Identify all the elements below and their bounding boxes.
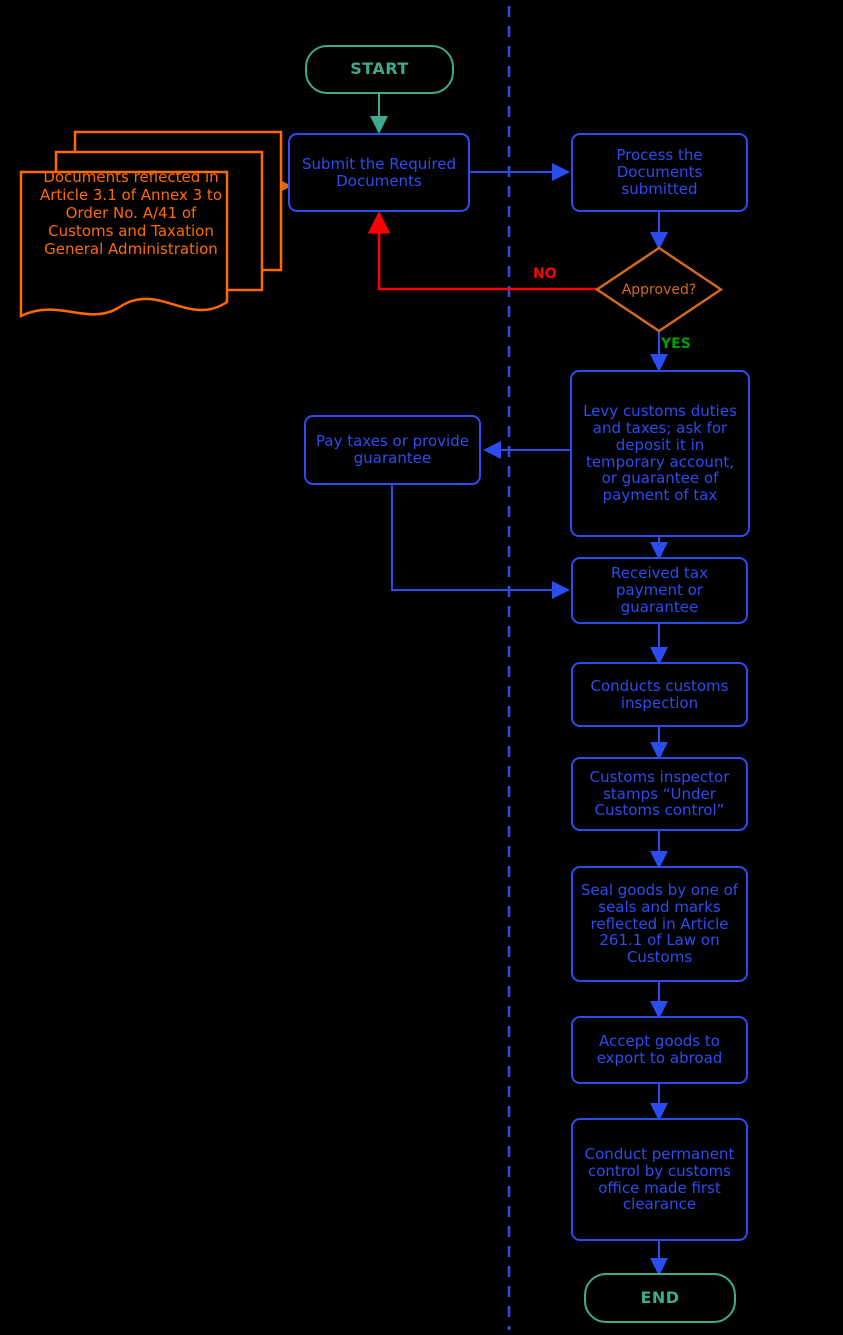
node-pay-taxes[interactable] xyxy=(304,415,481,485)
node-conduct-inspection-label: Conducts customs inspection xyxy=(590,676,729,712)
node-end[interactable] xyxy=(584,1273,736,1323)
node-process-documents[interactable] xyxy=(571,133,748,212)
node-process-documents-label: Process the Documents submitted xyxy=(616,146,703,198)
node-approved-label: Approved? xyxy=(621,281,697,298)
node-inspector-stamps[interactable] xyxy=(571,757,748,831)
node-seal-goods[interactable] xyxy=(571,866,748,982)
documents-note-shape xyxy=(18,130,283,330)
node-permanent-control[interactable] xyxy=(571,1118,748,1241)
node-start-label: START xyxy=(350,59,409,79)
node-pay-taxes-label: Pay taxes or provide guarantee xyxy=(316,432,469,467)
node-accept-goods[interactable] xyxy=(571,1016,748,1084)
node-submit-documents[interactable] xyxy=(288,133,470,212)
node-levy-duties-label: Levy customs duties and taxes; ask for deposit it in temporary account, or guarantee of payment of tax xyxy=(583,401,737,505)
node-end-label: END xyxy=(640,1287,680,1307)
edge-label-no: NO xyxy=(533,266,557,282)
node-submit-documents-label: Submit the Required Documents xyxy=(301,154,457,190)
node-conduct-inspection[interactable] xyxy=(571,662,748,727)
node-permanent-control-label: Conduct permanent control by customs office made first clearance xyxy=(584,1144,735,1214)
node-inspector-stamps-label: Customs inspector stamps “Under Customs control” xyxy=(589,767,730,820)
node-received-payment[interactable] xyxy=(571,557,748,624)
node-received-payment-label: Received tax payment or guarantee xyxy=(611,564,708,616)
documents-note-label: Documents reflected in Article 3.1 of Annex 3 to Order No. A/41 of Customs and Taxation General Administration xyxy=(40,168,222,258)
node-start[interactable] xyxy=(305,45,454,94)
edge-label-yes: YES xyxy=(661,336,691,352)
node-levy-duties[interactable] xyxy=(570,370,750,537)
node-accept-goods-label: Accept goods to export to abroad xyxy=(596,1032,723,1067)
node-approved-decision[interactable] xyxy=(595,246,723,333)
node-seal-goods-label: Seal goods by one of seals and marks reflected in Article 261.1 of Law on Customs xyxy=(580,880,739,967)
